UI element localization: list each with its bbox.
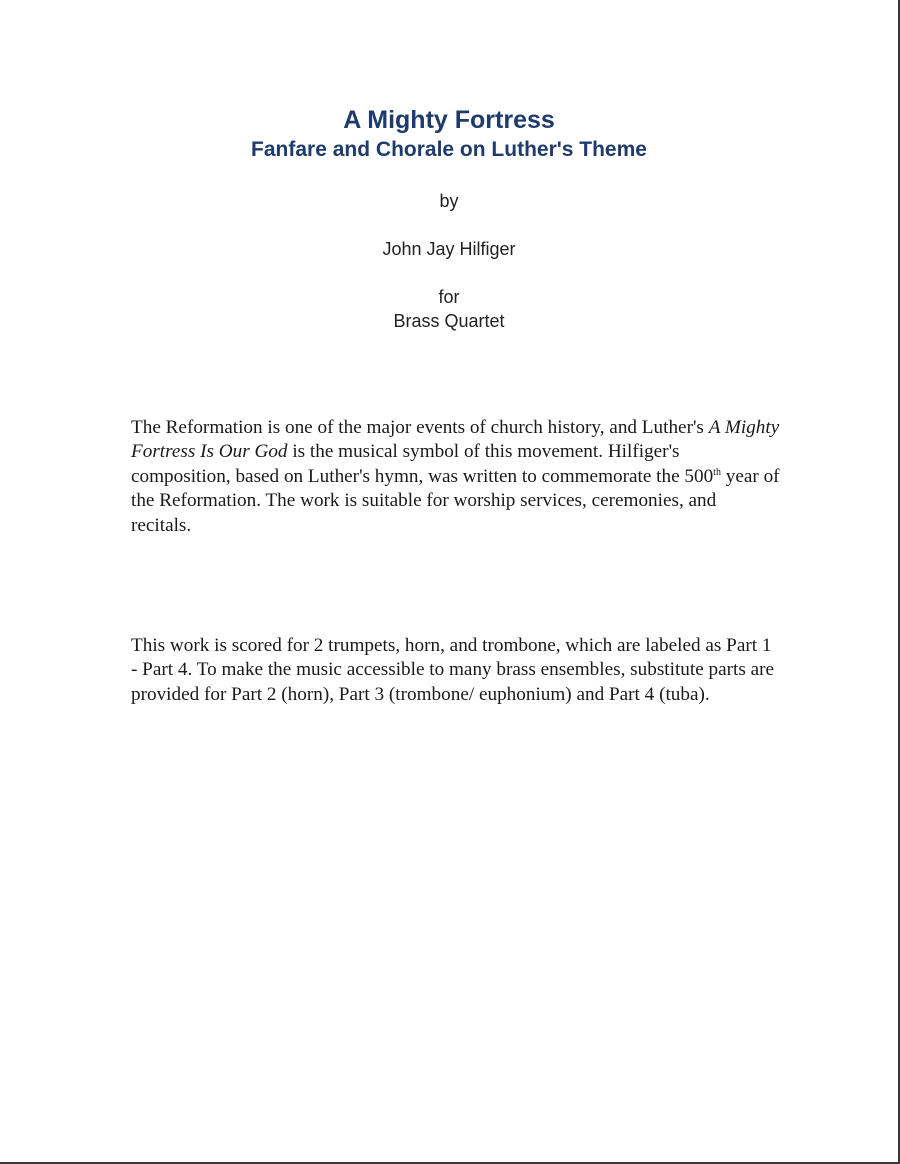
document-title: A Mighty Fortress — [343, 106, 555, 134]
paragraph1-text-b: is the musical symbol of this movement. Hilfiger's composition, based on Luther's hymn, was written to commemorate the 500 — [131, 441, 714, 487]
paragraph1-text-c: year of the Reformation. The work is suitable for worship services, ceremonies, and recitals. — [131, 465, 780, 536]
title-block — [0, 104, 898, 164]
ensemble-name: Brass Quartet — [393, 311, 505, 331]
ordinal-superscript: th — [713, 466, 721, 478]
paragraph1-text-a: The Reformation is one of the major events of church history, and Luther's — [131, 417, 709, 438]
scoring-paragraph: This work is scored for 2 trumpets, horn, and trombone, which are labeled as Part 1 - Part 4. To make the music accessible to many brass ensembles, substitute parts are provided for Part 2 (horn), Part 3 (trombone/ euphonium) and Part 4 (tuba). — [131, 635, 775, 705]
author-name: John Jay Hilfiger — [382, 239, 516, 259]
by-line: by — [439, 191, 459, 211]
hymn-title: A Mighty Fortress Is Our God — [131, 417, 780, 463]
document-subtitle: Fanfare and Chorale on Luther's Theme — [251, 138, 647, 161]
description-paragraph — [131, 416, 781, 538]
for-line: for — [438, 287, 460, 307]
